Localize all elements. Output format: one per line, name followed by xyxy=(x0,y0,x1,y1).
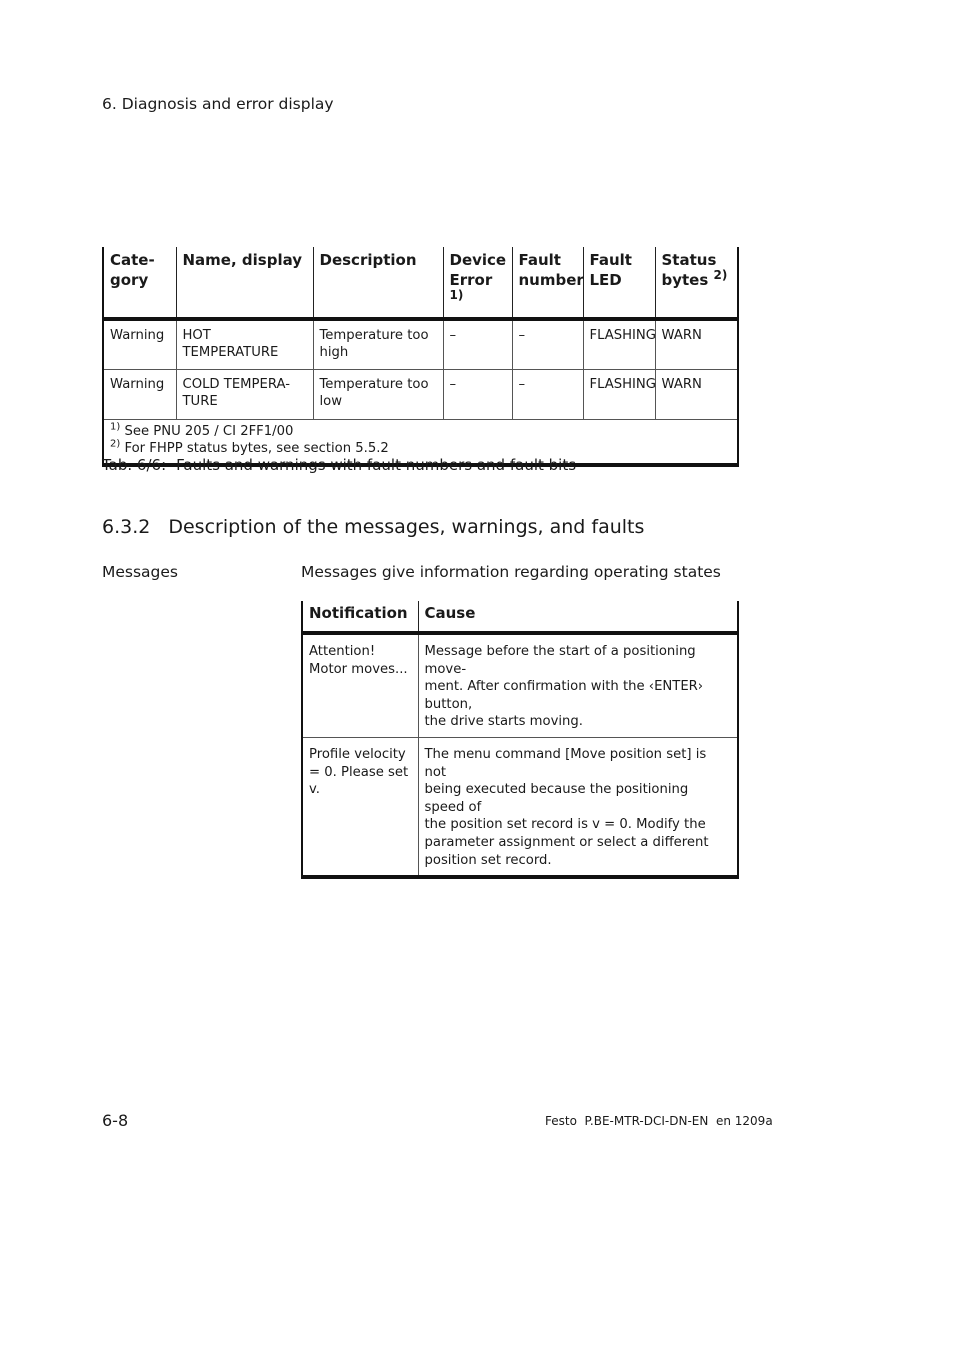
fault-table xyxy=(102,247,739,467)
messages-table-header-row xyxy=(302,601,738,633)
cell-description: Temperature too high xyxy=(313,319,443,369)
footnote-mark: 2) xyxy=(713,268,728,282)
messages-intro: Messages give information regarding operating states xyxy=(301,563,721,581)
header-description: Description xyxy=(313,247,443,319)
header-status-bytes: Status bytes $^{2)}$ xyxy=(655,247,738,319)
messages-table xyxy=(301,601,739,879)
header-fault-led: Fault LED xyxy=(583,247,655,319)
header-fault-number: Fault number xyxy=(512,247,583,319)
section-title: Description of the messages, warnings, and faults xyxy=(168,516,645,538)
header-name-display: Name, display xyxy=(176,247,313,319)
cell-name-display: COLD TEMPERA- TURE xyxy=(176,369,313,419)
cell-fault-number: – xyxy=(512,369,583,419)
cell-cause: Message before the start of a positioning move- ment. After confirmation with the ‹ENTER› button, the drive starts moving. xyxy=(418,633,738,737)
footnote-mark: 1) xyxy=(449,288,464,302)
cell-description: Temperature too low xyxy=(313,369,443,419)
table-row xyxy=(302,737,738,877)
fault-table-header-row xyxy=(103,247,738,319)
document-id: Festo P.BE-MTR-DCI-DN-EN en 1209a xyxy=(545,1114,773,1128)
cell-cause: The menu command [Move position set] is not being executed because the positioning speed of the position set record is v = 0. Modify the parameter assignment or select a different position set record. xyxy=(418,737,738,877)
table-caption xyxy=(102,456,576,474)
header-device-error: Device Error $^{1)}$ xyxy=(443,247,512,319)
page-number: 6-8 xyxy=(102,1111,129,1130)
header-cause: Cause xyxy=(418,601,738,633)
table-row xyxy=(103,319,738,369)
messages-side-label: Messages xyxy=(102,563,179,581)
cell-category: Warning xyxy=(103,369,176,419)
cell-fault-led: FLASHING xyxy=(583,319,655,369)
footnote-1: $^{1)}$ See PNU 205 / CI 2FF1/00 xyxy=(110,421,294,439)
cell-status-bytes: WARN xyxy=(655,369,738,419)
cell-notification: Attention! Motor moves... xyxy=(302,633,418,737)
header-notification: Notification xyxy=(302,601,418,633)
section-heading xyxy=(102,516,644,538)
cell-fault-number: – xyxy=(512,319,583,369)
cell-device-error: – xyxy=(443,319,512,369)
cell-category: Warning xyxy=(103,319,176,369)
table-row xyxy=(103,369,738,419)
running-head: 6. Diagnosis and error display xyxy=(102,95,334,113)
cell-device-error: – xyxy=(443,369,512,419)
caption-text: Faults and warnings with fault numbers and fault bits xyxy=(176,456,577,474)
table-row xyxy=(302,633,738,737)
cell-name-display: HOT TEMPERATURE xyxy=(176,319,313,369)
cell-fault-led: FLASHING xyxy=(583,369,655,419)
cell-notification: Profile velocity = 0. Please set v. xyxy=(302,737,418,877)
section-number: 6.3.2 xyxy=(102,516,151,538)
footnote-2: $^{2)}$ For FHPP status bytes, see section 5.5.2 xyxy=(110,438,389,456)
cell-status-bytes: WARN xyxy=(655,319,738,369)
caption-label: Tab. 6/6: xyxy=(102,456,167,474)
header-category: Cate- gory xyxy=(103,247,176,319)
